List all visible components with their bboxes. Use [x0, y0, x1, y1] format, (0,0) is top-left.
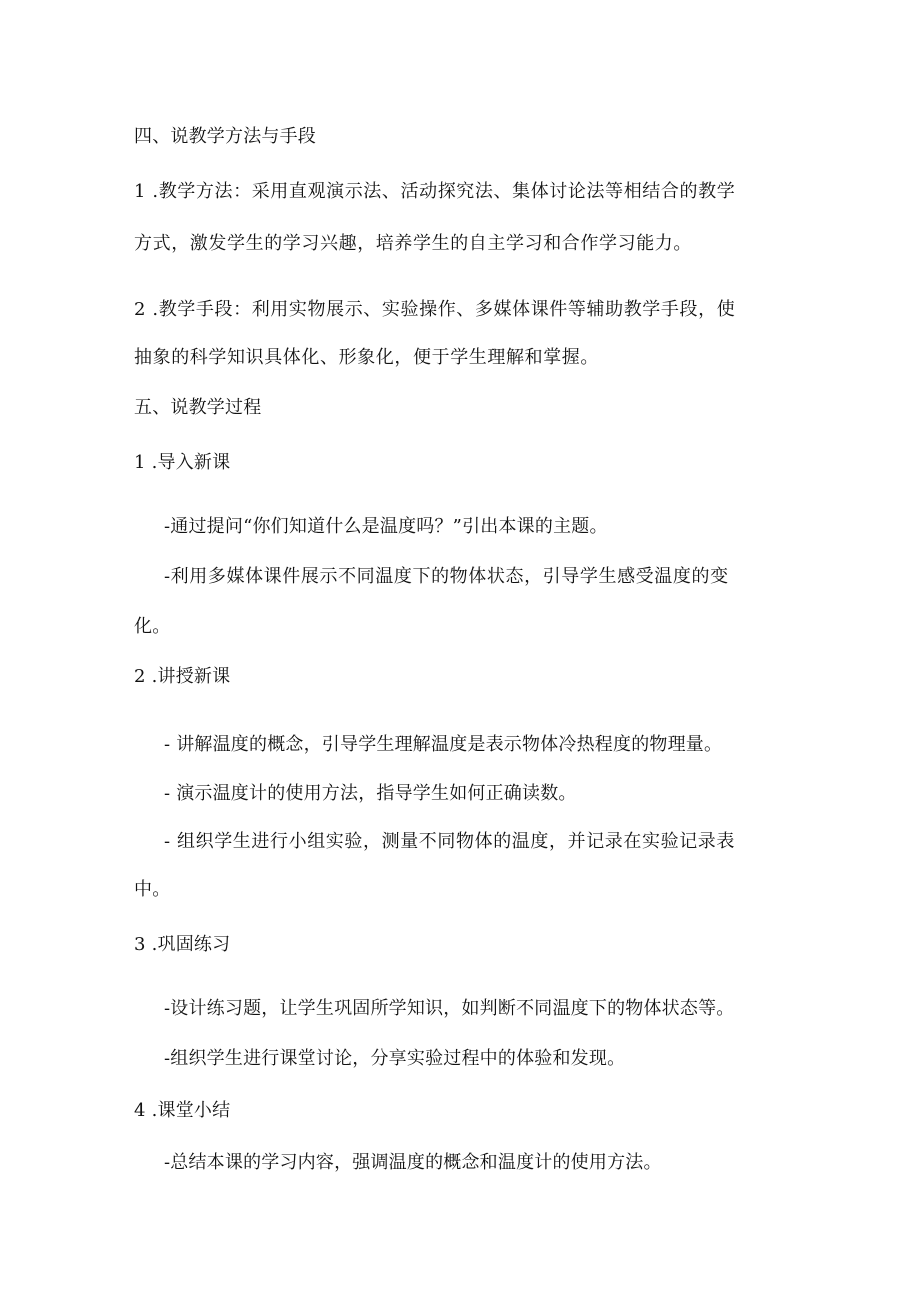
step-2-title: 2 .讲授新课: [134, 666, 231, 687]
step-4-bullet-1: -总结本课的学习内容，强调温度的概念和温度计的使用方法。: [164, 1152, 662, 1173]
teaching-means-line-1: 2 .教学手段：利用实物展示、实验操作、多媒体课件等辅助教学手段，使: [134, 299, 736, 320]
teaching-means-line-2: 抽象的科学知识具体化、形象化，便于学生理解和掌握。: [134, 347, 599, 368]
step-4-title: 4 .课堂小结: [134, 1100, 231, 1121]
step-3-title: 3 .巩固练习: [134, 934, 231, 955]
step-2-bullet-3-line-1: - 组织学生进行小组实验，测量不同物体的温度，并记录在实验记录表: [164, 831, 736, 852]
teaching-methods-line-1: 1 .教学方法：采用直观演示法、活动探究法、集体讨论法等相结合的教学: [134, 181, 736, 202]
step-1-title: 1 .导入新课: [134, 452, 231, 473]
section-5-heading: 五、说教学过程: [134, 397, 262, 418]
step-3-bullet-2: -组织学生进行课堂讨论，分享实验过程中的体验和发现。: [164, 1048, 626, 1069]
step-1-bullet-1: -通过提问“你们知道什么是温度吗？”引出本课的主题。: [164, 516, 608, 537]
step-2-bullet-1: - 讲解温度的概念，引导学生理解温度是表示物体冷热程度的物理量。: [164, 734, 723, 755]
step-2-bullet-3-line-2: 中。: [134, 879, 171, 900]
step-1-bullet-2-line-1: -利用多媒体课件展示不同温度下的物体状态，引导学生感受温度的变: [164, 566, 729, 587]
step-3-bullet-1: -设计练习题，让学生巩固所学知识，如判断不同温度下的物体状态等。: [164, 998, 735, 1019]
step-1-bullet-2-line-2: 化。: [134, 616, 171, 637]
section-4-heading: 四、说教学方法与手段: [134, 126, 316, 147]
teaching-methods-line-2: 方式，激发学生的学习兴趣，培养学生的自主学习和合作学习能力。: [134, 233, 692, 254]
step-2-bullet-2: - 演示温度计的使用方法，指导学生如何正确读数。: [164, 783, 577, 804]
